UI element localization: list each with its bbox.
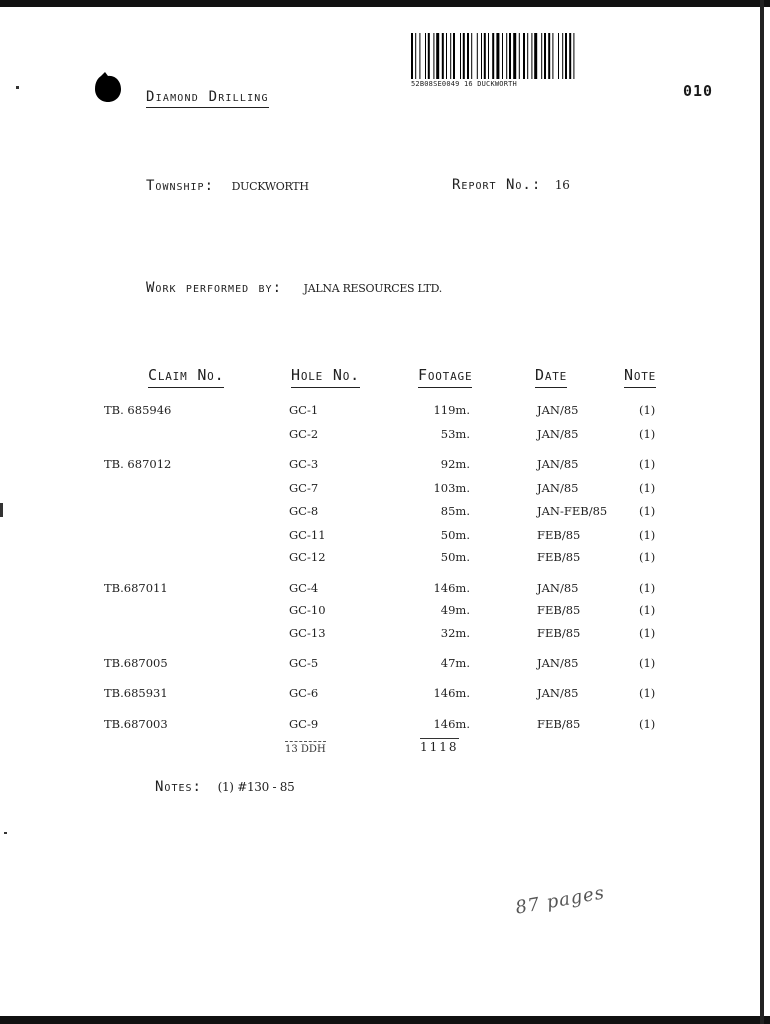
table-cell-footage: 47m. [440,656,470,670]
page-title: Diamond Drilling [146,89,269,108]
table-cell-note: (1) [639,656,656,670]
barcode-bar [484,33,486,79]
township-line [146,175,309,194]
table-cell-date: FEB/85 [537,528,581,542]
column-header-date: Date [535,366,567,388]
table-cell-note: (1) [639,626,656,640]
total-holes: 13 DDH [285,741,326,755]
barcode-bar [488,33,489,79]
barcode-bar [453,33,455,79]
scan-right-border [760,0,764,1024]
barcode-bar [519,33,520,79]
table-cell-claim: TB. 687012 [104,457,172,471]
table-cell-date: JAN/85 [537,656,579,670]
work-performed-value: JALNA RESOURCES LTD. [303,282,442,295]
barcode-caption: 52B08SE0049 16 DUCKWORTH [411,80,517,88]
barcode-bar [548,33,550,79]
table-cell-hole: GC-2 [289,427,319,441]
barcode-bar [471,33,472,79]
barcode-bar [433,33,434,79]
township-label: Township: [146,178,215,194]
table-cell-hole: GC-5 [289,656,319,670]
table-cell-note: (1) [639,481,656,495]
table-cell-claim: TB. 685946 [104,403,172,417]
notes-line [155,776,294,795]
table-cell-date: JAN/85 [537,403,579,417]
page-code: 010 [683,82,714,100]
table-cell-hole: GC-9 [289,717,319,731]
barcode-bar [415,33,416,79]
column-header-note: Note [624,366,656,388]
barcode-bar [467,33,469,79]
table-cell-note: (1) [639,686,656,700]
table-cell-note: (1) [639,457,656,471]
table-cell-note: (1) [639,528,656,542]
table-cell-footage: 146m. [433,581,470,595]
table-cell-date: JAN/85 [537,686,579,700]
table-cell-hole: GC-13 [289,626,326,640]
table-cell-hole: GC-11 [289,528,326,542]
table-cell-claim: TB.687005 [104,656,168,670]
notes-value: (1) #130 - 85 [217,780,295,794]
table-cell-footage: 119m. [433,403,470,417]
barcode-bar [436,33,439,79]
barcode-bar [460,33,461,79]
barcode-bar [509,33,511,79]
table-cell-note: (1) [639,717,656,731]
report-line [452,174,570,193]
work-performed-label: Work performed by: [146,280,283,296]
table-cell-hole: GC-4 [289,581,319,595]
table-cell-footage: 103m. [433,481,470,495]
table-cell-hole: GC-6 [289,686,319,700]
barcode-bar [425,33,426,79]
table-cell-footage: 50m. [440,550,470,564]
barcode-bar [569,33,571,79]
table-cell-date: FEB/85 [537,717,581,731]
table-cell-hole: GC-12 [289,550,326,564]
column-header-hole: Hole No. [291,366,360,388]
barcode-bar [481,33,482,79]
scan-speck [16,86,19,89]
table-cell-date: JAN-FEB/85 [537,504,608,518]
table-cell-note: (1) [639,427,656,441]
table-cell-note: (1) [639,403,656,417]
table-cell-date: FEB/85 [537,626,581,640]
barcode-bar [534,33,537,79]
table-cell-footage: 50m. [440,528,470,542]
table-cell-hole: GC-1 [289,403,319,417]
barcode-bar [573,33,574,79]
barcode-bar [565,33,567,79]
table-cell-date: JAN/85 [537,581,579,595]
township-value: DUCKWORTH [231,180,309,193]
report-value: 16 [554,178,570,192]
barcode-bar [496,33,499,79]
barcode-bar [541,33,542,79]
barcode-bar [492,33,494,79]
barcode-bar [419,33,420,79]
table-cell-footage: 85m. [440,504,470,518]
table-cell-claim: TB.687011 [104,581,168,595]
barcode-bar [442,33,444,79]
barcode-bar [562,33,563,79]
barcode-bar [506,33,507,79]
handwritten-page-count: 87 pages [513,882,607,919]
barcode-bar [552,33,553,79]
table-cell-date: JAN/85 [537,481,579,495]
barcode-bar [527,33,528,79]
barcode-bar [531,33,532,79]
barcode-bar [558,33,559,79]
table-cell-footage: 49m. [440,603,470,617]
table-cell-date: FEB/85 [537,603,581,617]
barcode-bar [502,33,503,79]
punch-hole-mark [95,72,121,102]
scan-speck [4,832,7,834]
table-cell-footage: 146m. [433,717,470,731]
table-cell-footage: 32m. [440,626,470,640]
table-cell-footage: 146m. [433,686,470,700]
barcode-bar [450,33,451,79]
scan-bottom-border [0,1016,770,1024]
scan-top-border [0,0,770,7]
barcode-bar [428,33,430,79]
table-cell-claim: TB.687003 [104,717,168,731]
column-header-claim: Claim No. [148,366,224,388]
barcode-bar [544,33,546,79]
barcode-bar [411,33,413,79]
table-cell-date: JAN/85 [537,427,579,441]
barcode-bar [513,33,516,79]
column-header-footage: Footage [418,366,472,388]
table-cell-note: (1) [639,550,656,564]
work-performed-line [146,277,442,296]
barcode-bar [446,33,447,79]
table-cell-hole: GC-7 [289,481,319,495]
barcode-image [411,33,631,79]
table-cell-hole: GC-10 [289,603,326,617]
table-cell-note: (1) [639,581,656,595]
barcode-bar [523,33,525,79]
total-footage: 1118 [420,740,459,754]
table-cell-claim: TB.685931 [104,686,168,700]
barcode-bar [463,33,465,79]
table-cell-note: (1) [639,603,656,617]
notes-label: Notes: [155,779,202,795]
scan-speck [0,503,3,517]
table-cell-hole: GC-3 [289,457,319,471]
table-cell-date: FEB/85 [537,550,581,564]
table-cell-footage: 53m. [440,427,470,441]
barcode-bar [477,33,478,79]
table-cell-footage: 92m. [440,457,470,471]
table-cell-date: JAN/85 [537,457,579,471]
report-label: Report No.: [452,177,542,193]
table-cell-note: (1) [639,504,656,518]
table-cell-hole: GC-8 [289,504,319,518]
